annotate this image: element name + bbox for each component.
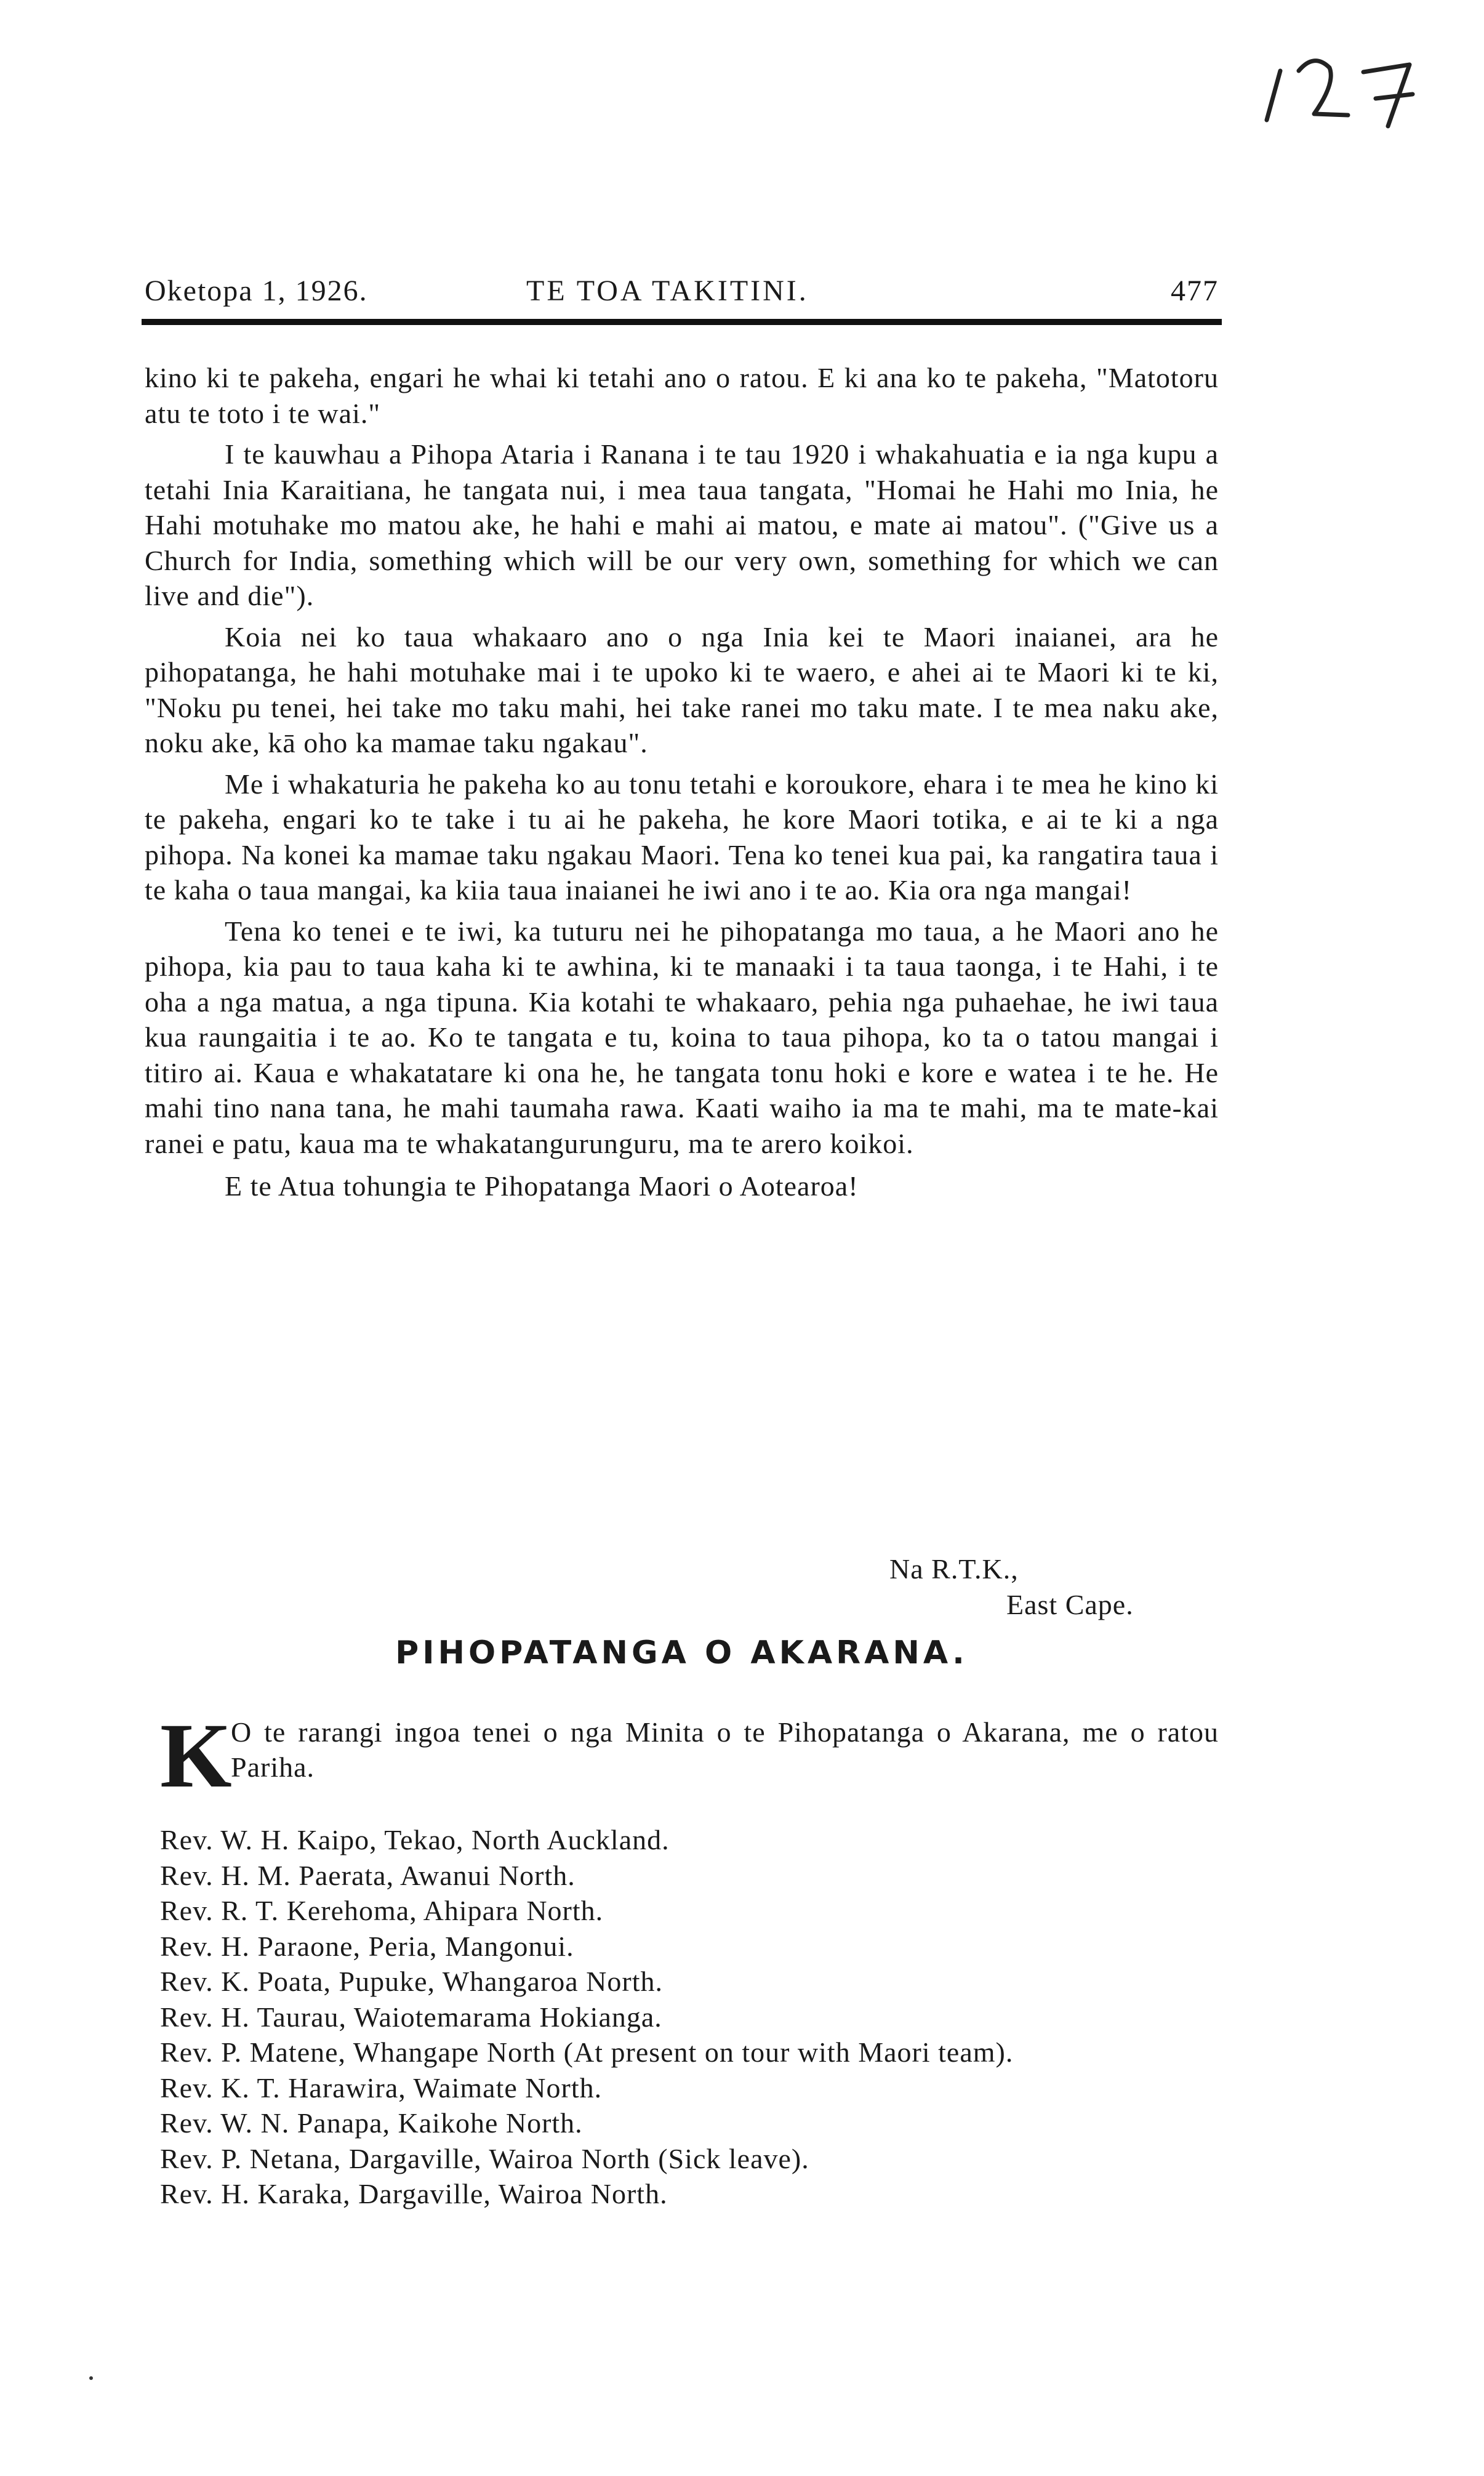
margin-mark	[89, 2376, 93, 2380]
list-item: Rev. W. H. Kaipo, Tekao, North Auckland.	[160, 1824, 670, 1855]
page-number: 477	[1171, 275, 1219, 307]
running-header	[145, 274, 1219, 317]
minister-list	[160, 1822, 1219, 2212]
list-item: Rev. K. Poata, Pupuke, Whangaroa North.	[160, 1966, 664, 1997]
list-item: Rev. H. Taurau, Waiotemarama Hokianga.	[160, 2001, 662, 2033]
paragraph: I te kauwhau a Pihopa Ataria i Ranana i te tau 1920 i whakahuatia e ia nga kupu a tetahi Inia Karaitiana, he tangata nui, i mea taua tangata, "Homai he Hahi mo Inia, he Hahi motuhake mo matou ake, he hahi e mahi ai matou, e mate ai matou". ("Give us a Church for India, something which will be our very own, something for which we can live and die").	[145, 438, 1219, 611]
intro-text: O te rarangi ingoa tenei o nga Minita o te Pihopatanga o Akarana, me o ratou Pariha.	[231, 1716, 1219, 1783]
drop-cap: K	[160, 1705, 233, 1807]
header-rule	[142, 319, 1222, 325]
paragraph: Tena ko tenei e te iwi, ka tuturu nei he pihopatanga mo taua, a he Maori ano he pihopa, kia pau to taua kaha ki te awhina, ki te manaaki i ta taua taonga, i te Hahi, i te oha a nga matua, a nga tipuna. Kia kotahi te whakaaro, pehia nga puhaehae, he iwi taua kua raungaitia i te ao. Ko te tangata e tu, koina to taua pihopa, ko ta o tatou mangai i titiro ai. Kaua e whakatatare ki ona he, he tangata tonu hoki e kore e watea i te he. He mahi tino nana tana, he mahi taumaha rawa. Kaati waiho ia ma te mahi, ma te mate-kai ranei e patu, kaua ma te whakatangurunguru, ma te arero koikoi.	[145, 915, 1219, 1159]
paragraph: Koia nei ko taua whakaaro ano o nga Inia kei te Maori inaianei, ara he pihopatanga, he hahi motuhake mai i te upoko ki te waero, e ahei ai te Maori ki te ki, "Noku pu tenei, hei take mo taku mahi, hei take ranei mo taku mate. I te mea naku ake, noku ake, kā oho ka mamae taku ngakau".	[145, 621, 1219, 758]
section-intro	[145, 1705, 1219, 1807]
signature-name: Na R.T.K.,	[889, 1553, 1019, 1585]
list-item: Rev. H. Karaka, Dargaville, Wairoa North.	[160, 2178, 668, 2209]
list-item: Rev. W. N. Panapa, Kaikohe North.	[160, 2107, 583, 2139]
list-item: Rev. P. Matene, Whangape North (At present on tour with Maori team).	[160, 2036, 1014, 2068]
section-heading: PIHOPATANGA O AKARANA.	[395, 1634, 968, 1671]
paragraph: Me i whakaturia he pakeha ko au tonu tetahi e koroukore, ehara i te mea he kino ki te pakeha, engari ko te take i tu ai he pakeha, he kore Maori totika, e ai te ki a nga pihopa. Na konei ka mamae taku ngakau Maori. Tena ko tenei kua pai, ka rangatira taua i te kaha o taua mangai, ka kiia taua inaianei he iwi ano i te ao. Kia ora nga mangai!	[145, 768, 1219, 906]
issue-date: Oketopa 1, 1926.	[145, 275, 368, 307]
closing-line: E te Atua tohungia te Pihopatanga Maori o Aotearoa!	[225, 1170, 859, 1202]
publication-title: TE TOA TAKITINI.	[526, 275, 809, 307]
list-item: Rev. R. T. Kerehoma, Ahipara North.	[160, 1895, 604, 1926]
list-item: Rev. H. M. Paerata, Awanui North.	[160, 1859, 576, 1891]
signature-place: East Cape.	[1006, 1589, 1134, 1620]
list-item: Rev. P. Netana, Dargaville, Wairoa North (Sick leave).	[160, 2142, 809, 2174]
list-item: Rev. K. T. Harawira, Waimate North.	[160, 2072, 603, 2104]
list-item: Rev. H. Paraone, Peria, Mangonui.	[160, 1930, 574, 1962]
signature-block	[145, 1551, 1219, 1623]
paragraph: kino ki te pakeha, engari he whai ki tetahi ano o ratou. E ki ana ko te pakeha, "Matotoru atu te toto i te wai."	[145, 362, 1219, 429]
article-body	[145, 360, 1219, 1210]
handwritten-folio-number	[1256, 34, 1440, 157]
